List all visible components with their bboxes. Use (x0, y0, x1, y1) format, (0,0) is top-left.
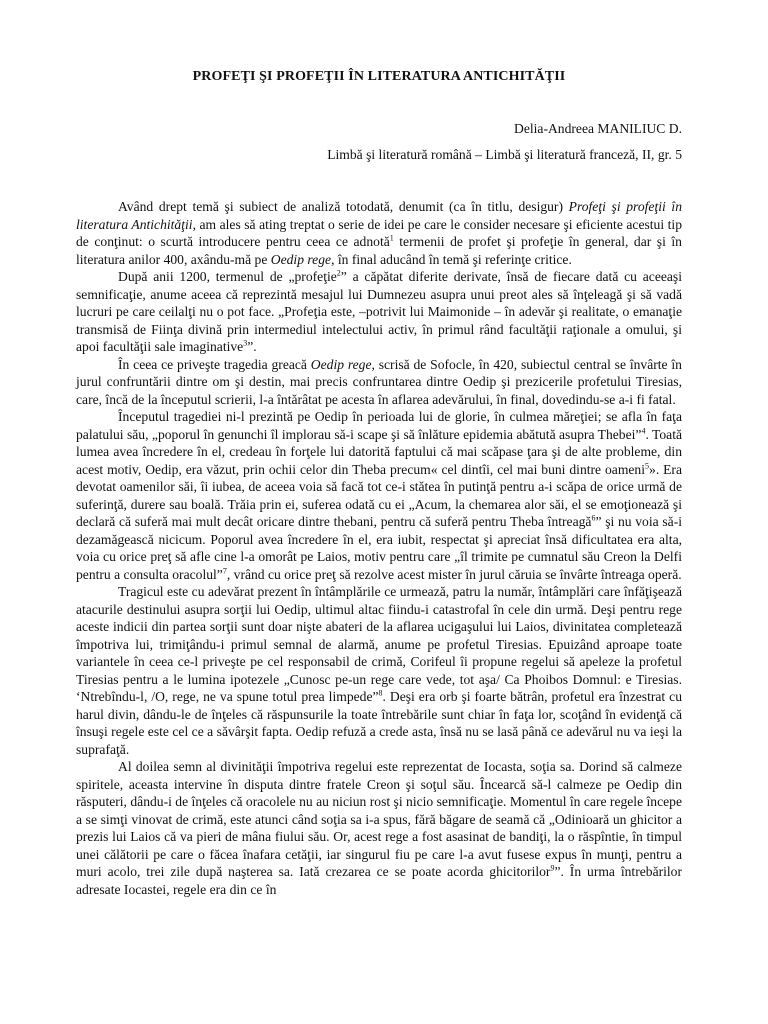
text-run: ” a căpătat diferite derivate, însă de fiecare dată cu aceeaşi semnificaţie, anume aceea că reprezintă mesajul lui Dumnezeu asupra unui preot ales să înţeleagă şi să vadă lucruri pe care ceilalţi nu o pot face. „Profeţia este, –potrivit lui Maimonide – în adevăr şi realitate, o emanaţie transmisă de Fiinţa divină prin intermediul intelectului activ, în primul rând facultăţii raţionale a omului, şi apoi facultăţii sale imaginative (76, 269, 682, 354)
text-run: termenii de profet şi profeţie în general, dar şi în literatura anilor 400, axându-mă pe (76, 234, 682, 267)
footnote-ref: 2 (336, 268, 341, 278)
footnote-ref: 3 (243, 338, 248, 348)
document-title: PROFEŢI ŞI PROFEŢII ÎN LITERATURA ANTICHITĂŢII (192, 69, 566, 84)
text-run: , în final aducând în temă şi referinţe critice. (331, 251, 572, 267)
text-run: ”. În urma întrebărilor adresate Iocastei, regele era din ce în (76, 864, 683, 897)
text-run: Având drept temă şi subiect de analiză totodată, denumit (ca în titlu, desigur) (118, 199, 569, 214)
footnote-ref: 4 (641, 425, 646, 435)
paragraph-4 (76, 408, 682, 583)
text-run: Începutul tragediei ni-l prezintă pe Oedip în perioada lui de glorie, în culmea măreţiei; se afla în faţa palatului său, „poporul în genunchi îl implorau să-i scape şi să înlăture epidemia abătută asupra Thebei” (76, 409, 682, 442)
footnote-ref: 9 (550, 863, 555, 873)
paragraph-3 (76, 356, 682, 409)
text-run: Al doilea semn al divinităţii împotriva regelui este reprezentat de Iocasta, soţia sa. Dorind să calmeze spiritele, aceasta intervine în disputa dintre fratele Creon şi soţul său. Încearcă să-l calmeze pe Oedip din răsputeri, dându-i de înţeles că oracolele nu au niciun rost şi nicio semnificaţie. Momentul în care regele începe a se simţi vinovat de crimă, este atunci când soţia sa i-a spus, fără băgare de seamă că „Odinioară un ghicitor a prezis lui Laios că va pieri de mâna fiului său. Or, acest rege a fost asasinat de bandiţi, la o răspîntie, în timpul unei călătorii pe care o făcea înafara cetăţii, iar singurul fiu pe care l-a avut fusese expus în munţi, pentru a muri acolo, trei zile după naşterea sa. Iată crezarea ce se poate acorda ghicitorilor (76, 759, 682, 879)
text-run: , am ales să ating treptat o serie de idei pe care le consider necesare şi eficiente acestui tip de conţinut: o scurtă introducere pentru ceea ce adnotă (76, 216, 682, 249)
document-body (76, 198, 682, 898)
paragraph-5 (76, 583, 682, 758)
footnote-ref: 5 (645, 460, 650, 470)
text-run: , vrând cu orice preţ să rezolve acest mister în jurul căruia se învârte întreaga operă. (226, 566, 682, 582)
paragraph-1 (76, 198, 682, 268)
footnote-ref: 8 (378, 688, 383, 698)
paragraph-2 (76, 268, 682, 356)
paragraph-6 (76, 758, 682, 898)
author-affiliation: Limbă şi literatură română – Limbă şi literatură franceză, II, gr. 5 (327, 147, 682, 162)
footnote-ref: 1 (389, 233, 394, 243)
text-run: . Toată lumea avea încredere în el, credeau în forţele lui datorită faptului că mai scăpase ţara şi de alte probleme, din acest motiv, Oedip, era văzut, prin ochii celor din Theba precum« cel dintîi, cel mai buni dintre oameni (76, 426, 682, 477)
work-title: Oedip rege (270, 251, 332, 267)
text-run: , scrisă de Sofocle, în 420, subiectul central se învârte în jurul confruntării dintre om şi destin, mai precis confruntarea dintre Oedip şi prezicerile profetului Tiresias, care, încă de la începutul scrierii, l-a întărâtat pe acesta în aflarea adevărului, în final, dovedindu-se a-i fi fatal. (76, 356, 682, 407)
footnote-ref: 7 (222, 565, 227, 575)
text-run: . Deşi era orb şi foarte bătrân, profetul era înzestrat cu harul divin, dându-le de înţeles că răspunsurile la toate întrebările sunt chiar în faţa lor, scoţând în evidenţă că însuşi regele este cel ce a săvârşit fapta. Oedip refuză a crede asta, însă nu se lasă până ce adevărul nu va ieşi la suprafaţă. (76, 689, 683, 757)
text-run: ”. (247, 339, 257, 354)
text-run: ” şi nu voia să-i dezamăgească nicicum. Poporul avea încredere în el, era iubit, respectat şi apreciat însă dificultatea era alta, voia cu orice preţ să afle cine l-a omorât pe Laios, motiv pentru care „îl trimite pe cumnatul său Creon la Delfi pentru a consulta oracolul” (76, 514, 683, 582)
text-run: După anii 1200, termenul de „profeţie (118, 269, 337, 284)
footnote-ref: 6 (591, 513, 596, 523)
text-run: În ceea ce priveşte tragedia greacă (118, 356, 311, 372)
text-run: Tragicul este cu adevărat prezent în întâmplările ce urmează, patru la număr, întâmplări care înfăţişează atacurile destinului asupra sorţii lui Oedip, ultimul altac fiindu-i catastrofal în cele din urmă. Deşi pentru rege aceste indicii din partea sorţii sunt doar nişte abateri de la aflarea ucigaşului lui Laios, divinitatea completează împotriva lui, trimiţându-i primul semnal de alarmă, anume pe profetul Tiresias. Epuizând aproape toate variantele în ceea ce-l priveşte pe cel responsabil de crimă, Corifeul îi propune regelui să apeleze la profetul Tiresias pentru a le lumina ipotezele „Cunosc pe-un rege care vede, tot aşa/ Ca Phoibos Domnul: e Tiresias. ‘Ntrebîndu-l, /O, rege, ne va spune totul prea limpede” (76, 584, 682, 704)
author-name: Delia-Andreea MANILIUC D. (514, 121, 682, 136)
work-title: Profeţi şi profeţii în literatura Antichităţii (76, 199, 682, 232)
work-title: Oedip rege (310, 356, 372, 372)
text-run: ». Era devotat oamenilor săi, îi iubea, de aceea voia să facă tot ce-i stătea în putinţă pentru a-i scăpa de orice urmă de suferinţă, durere sau boală. Trăia prin ei, suferea odată cu ei „Acum, la chemarea alor săi, el se emoţionează şi declară că suferă mai mult decât oricare dintre thebani, pentru că suferă pentru Theba întreagă (76, 461, 682, 529)
